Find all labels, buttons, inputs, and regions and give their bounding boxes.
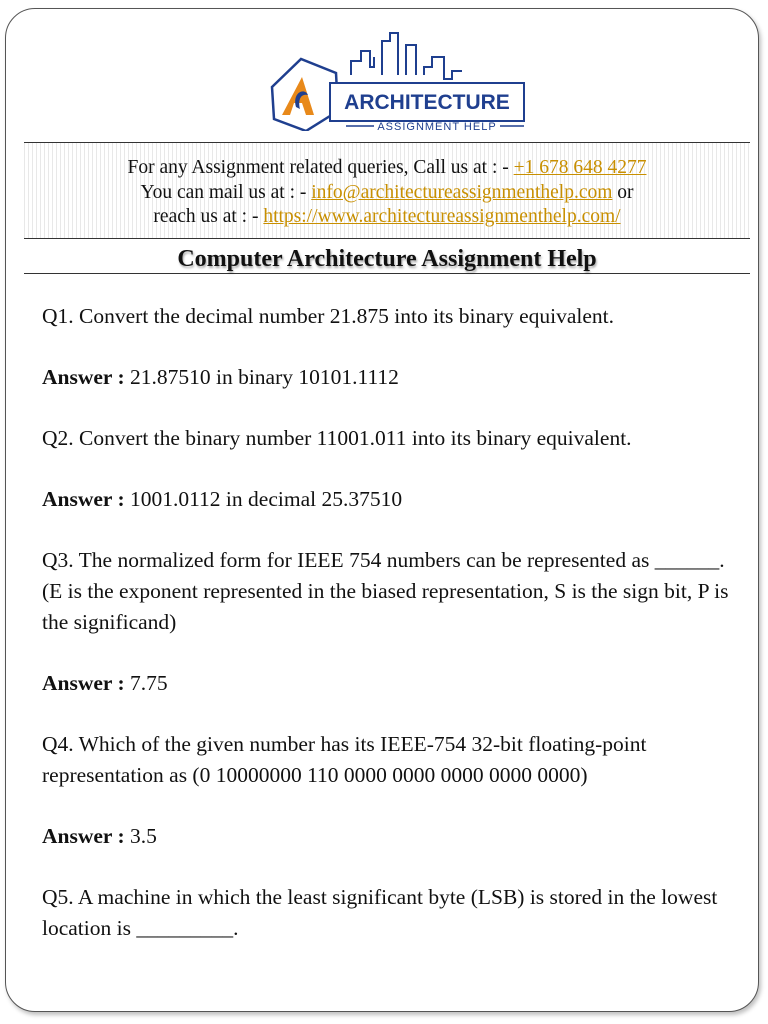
logo-tagline: ASSIGNMENT HELP: [377, 121, 497, 131]
answer-text: 1001.0112 in decimal 25.37510: [124, 487, 403, 511]
website-link[interactable]: https://www.architectureassignmenthelp.com/: [263, 206, 621, 227]
answer-label: Answer :: [42, 824, 125, 848]
title-band: [24, 241, 750, 274]
question-1: Q1. Convert the decimal number 21.875 into its binary equivalent.: [42, 304, 615, 328]
answer-2: [42, 484, 742, 515]
answer-label: Answer :: [42, 671, 125, 695]
question-5: Q5. A machine in which the least significant byte (LSB) is stored in the lowest location is _________.: [42, 885, 718, 940]
logo-graphic: [266, 27, 528, 131]
question-4: Q4. Which of the given number has its IEEE-754 32-bit floating-point representation as (0 10000000 110 0000 0000 0000 0000 0000): [42, 732, 647, 787]
answer-text: 3.5: [124, 824, 157, 848]
answer-3: [42, 668, 742, 699]
url-prefix: reach us at : -: [153, 206, 264, 227]
qa-content: [42, 301, 742, 974]
contact-line-phone: [24, 156, 750, 181]
email-link[interactable]: info@architectureassignmenthelp.com: [311, 181, 613, 203]
email-prefix: You can mail us at : -: [140, 181, 312, 203]
contact-line-url: [24, 205, 750, 230]
phone-link[interactable]: +1 678 648 4277: [513, 157, 647, 178]
phone-prefix: For any Assignment related queries, Call us at : -: [127, 157, 514, 178]
contact-line-email: [24, 181, 750, 206]
page-title: Computer Architecture Assignment Help: [177, 246, 597, 272]
answer-label: Answer :: [42, 365, 125, 389]
answer-label: Answer :: [42, 487, 125, 511]
contact-band: [24, 142, 750, 239]
answer-text: 7.75: [124, 671, 168, 695]
question-2: Q2. Convert the binary number 11001.011 into its binary equivalent.: [42, 426, 632, 450]
logo-name: ARCHITECTURE: [344, 91, 510, 114]
answer-4: [42, 821, 742, 852]
answer-1: [42, 362, 742, 393]
company-logo: [266, 27, 528, 131]
page-frame: [5, 8, 759, 1012]
email-suffix: or: [612, 181, 634, 203]
answer-text: 21.87510 in binary 10101.1112: [124, 365, 399, 389]
question-3: Q3. The normalized form for IEEE 754 numbers can be represented as ______. (E is the exponent represented in the biased representation, S is the sign bit, P is the significand): [42, 548, 729, 634]
